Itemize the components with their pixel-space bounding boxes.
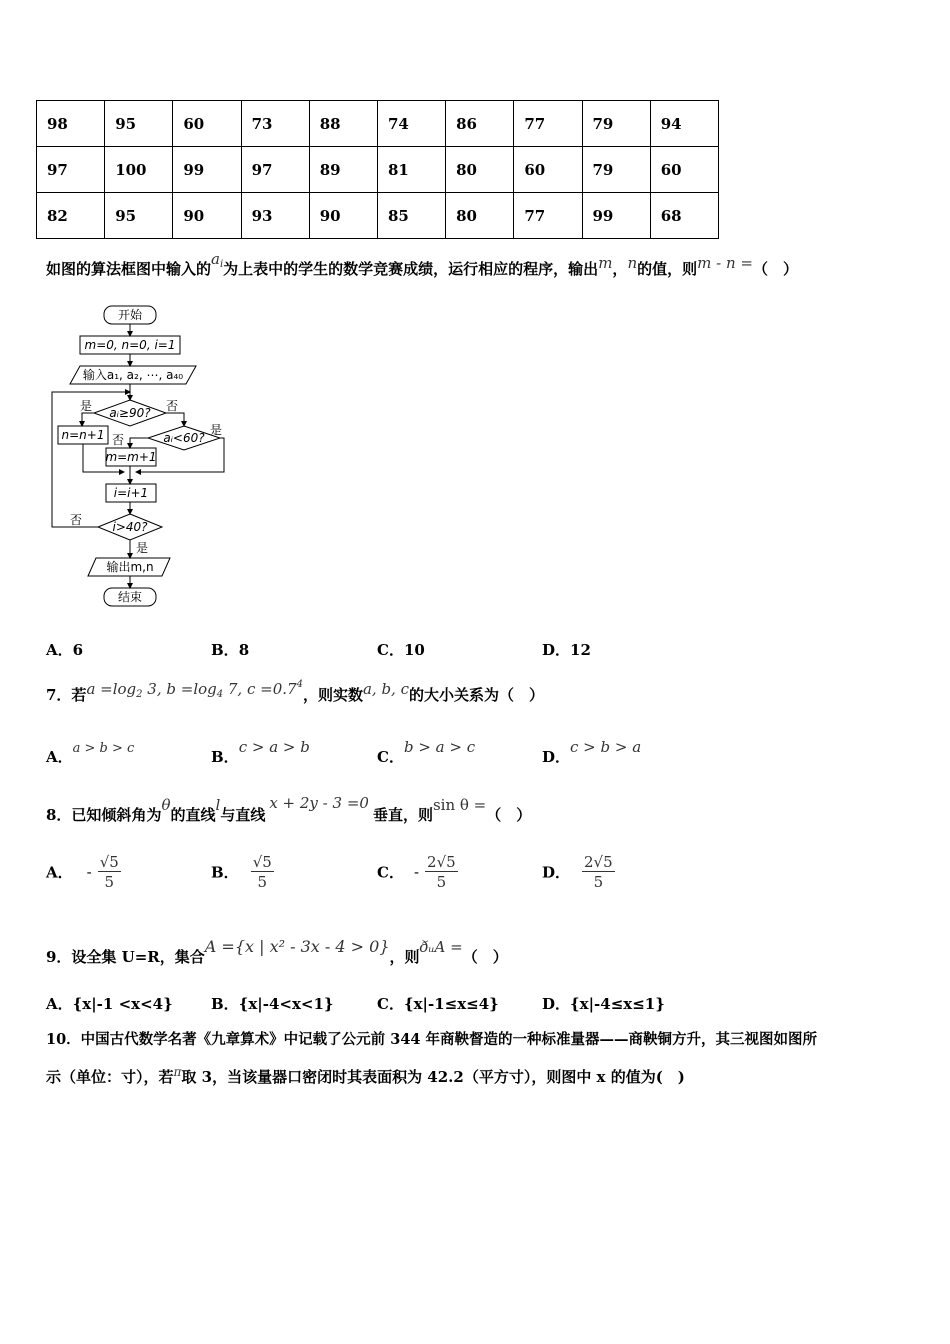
flow-cond3-no: 否	[70, 513, 83, 527]
q8-sin: sin θ =	[432, 796, 487, 814]
table-cell: 73	[241, 101, 309, 147]
q8-option-c: C． - $\frac{2√5}{5}$	[377, 853, 456, 891]
q8-t1: 的直线	[170, 806, 216, 824]
q8-theta: θ	[161, 796, 171, 814]
table-cell: 90	[309, 193, 377, 239]
q7-vars: a, b, c	[362, 680, 409, 698]
table-cell: 85	[377, 193, 445, 239]
table-cell: 98	[37, 101, 105, 147]
table-cell: 95	[105, 101, 173, 147]
q6-option-b: B．8	[211, 641, 250, 659]
flow-cond1-text: aᵢ≥90?	[109, 406, 151, 420]
flow-output-text: 输出m,n	[106, 560, 154, 574]
q6-var-m: m	[598, 254, 613, 272]
table-cell: 93	[241, 193, 309, 239]
q8-option-a: A． - $\frac{√5}{5}$	[46, 853, 119, 891]
flow-end-text: 结束	[117, 590, 143, 604]
q7-expr: $a =\log_2$ 3, $b =\log_4$ 7, $c =0.7^4$	[86, 679, 303, 700]
table-cell: 80	[446, 193, 514, 239]
q10-line2b: 取 3，当该量器口密闭时其表面积为 42.2（平方寸），则图中 x 的值为( )	[181, 1068, 685, 1086]
question-10-line-1: 10．中国古代数学名著《九章算术》中记载了公元前 344 年商鞅督造的一种标准量器——商鞅铜方升，其三视图如图所	[46, 1031, 818, 1048]
flow-cond2-yes: 是	[210, 423, 223, 437]
q7-option-b: B．c > a > b	[211, 738, 310, 766]
q6-bracket: （ ）	[752, 260, 798, 278]
q7-option-d: D．c > b > a	[542, 738, 642, 766]
q8-t2: 与直线	[220, 806, 266, 824]
table-cell: 77	[514, 101, 582, 147]
q7-option-c: C．b > a > c	[377, 738, 476, 766]
flow-input-text: 输入a₁, a₂, ⋯, a₄₀	[82, 368, 184, 382]
table-cell: 79	[582, 147, 650, 193]
question-7	[46, 679, 545, 706]
q9-bracket: （ ）	[462, 948, 508, 966]
q8-line: x + 2y - 3 =0	[269, 794, 369, 812]
table-cell: 74	[377, 101, 445, 147]
q7-mid: ，则实数	[302, 686, 363, 704]
q9-option-c: C．{x|-1≤x≤4}	[377, 995, 499, 1013]
q6-text-2: 为上表中的学生的数学竞赛成绩，运行相应的程序，输出	[223, 260, 599, 278]
table-row	[37, 193, 719, 239]
q7-suffix: 的大小关系为（ ）	[409, 686, 545, 704]
table-cell: 77	[514, 193, 582, 239]
flow-cond3-text: i>40?	[112, 520, 148, 534]
flow-start-text: 开始	[117, 308, 143, 322]
question-6	[46, 250, 798, 280]
table-cell: 95	[105, 193, 173, 239]
table-cell: 99	[173, 147, 241, 193]
scores-table	[36, 100, 719, 239]
q10-line2a: 示（单位：寸），若	[46, 1068, 174, 1086]
table-cell: 88	[309, 101, 377, 147]
table-row	[37, 101, 719, 147]
q6-option-d: D．12	[542, 641, 591, 659]
flow-cond1-no: 否	[166, 399, 179, 413]
table-cell: 79	[582, 101, 650, 147]
q8-l: l	[215, 796, 221, 814]
table-cell: 100	[105, 147, 173, 193]
flow-cond2-no: 否	[112, 433, 125, 447]
table-cell: 81	[377, 147, 445, 193]
q7-prefix: 7．若	[46, 686, 87, 704]
table-cell: 60	[514, 147, 582, 193]
table-cell: 99	[582, 193, 650, 239]
q9-prefix: 9．设全集 U=R，集合	[46, 948, 205, 966]
flow-cond2-text: aᵢ<60?	[163, 431, 205, 445]
q8-bracket: （ ）	[486, 806, 532, 824]
q7-option-a: A．a > b > c	[46, 741, 135, 766]
flow-m-inc-text: m=m+1	[105, 450, 157, 464]
q8-option-b: B． $\frac{√5}{5}$	[211, 853, 272, 891]
table-cell: 97	[37, 147, 105, 193]
q8-t3: 垂直，则	[372, 806, 433, 824]
q6-option-c: C．10	[377, 641, 425, 659]
flow-init-text: m=0, n=0, i=1	[84, 338, 176, 352]
flow-n-inc-text: n=n+1	[61, 428, 105, 442]
flow-i-inc-text: i=i+1	[113, 486, 149, 500]
table-cell: 82	[37, 193, 105, 239]
q9-mid: ，则	[389, 948, 420, 966]
q6-text-1: 如图的算法框图中输入的	[46, 260, 212, 278]
table-cell: 60	[173, 101, 241, 147]
q6-option-a: A．6	[46, 641, 84, 659]
table-cell: 94	[650, 101, 718, 147]
q9-option-d: D．{x|-4≤x≤1}	[542, 995, 665, 1013]
table-row	[37, 147, 719, 193]
table-cell: 68	[650, 193, 718, 239]
table-cell: 80	[446, 147, 514, 193]
q6-var-ai: $a_i$	[211, 250, 224, 270]
q10-pi: π	[173, 1065, 182, 1079]
table-cell: 60	[650, 147, 718, 193]
table-cell: 89	[309, 147, 377, 193]
q6-sep: ，	[612, 260, 628, 278]
table-cell: 90	[173, 193, 241, 239]
algorithm-flowchart	[44, 302, 244, 612]
q8-option-d: D． $\frac{2√5}{5}$	[542, 853, 613, 891]
flow-cond1-yes: 是	[80, 399, 93, 413]
question-9	[46, 937, 508, 967]
question-10-line-2	[46, 1066, 685, 1087]
q8-prefix: 8．已知倾斜角为	[46, 806, 162, 824]
q9-complement: ðᵤA =	[419, 938, 463, 956]
table-cell: 86	[446, 101, 514, 147]
q9-set: A ={x | x² - 3x - 4 > 0}	[204, 937, 390, 956]
q6-text-3: 的值，则	[637, 260, 698, 278]
flow-cond3-yes: 是	[136, 541, 149, 555]
q6-var-n: n	[627, 254, 638, 272]
question-8	[46, 794, 532, 825]
table-cell: 97	[241, 147, 309, 193]
q9-option-b: B．{x|-4<x<1}	[211, 995, 334, 1013]
q6-expr: m - n =	[697, 254, 753, 272]
q9-option-a: A．{x|-1 <x<4}	[46, 995, 173, 1013]
